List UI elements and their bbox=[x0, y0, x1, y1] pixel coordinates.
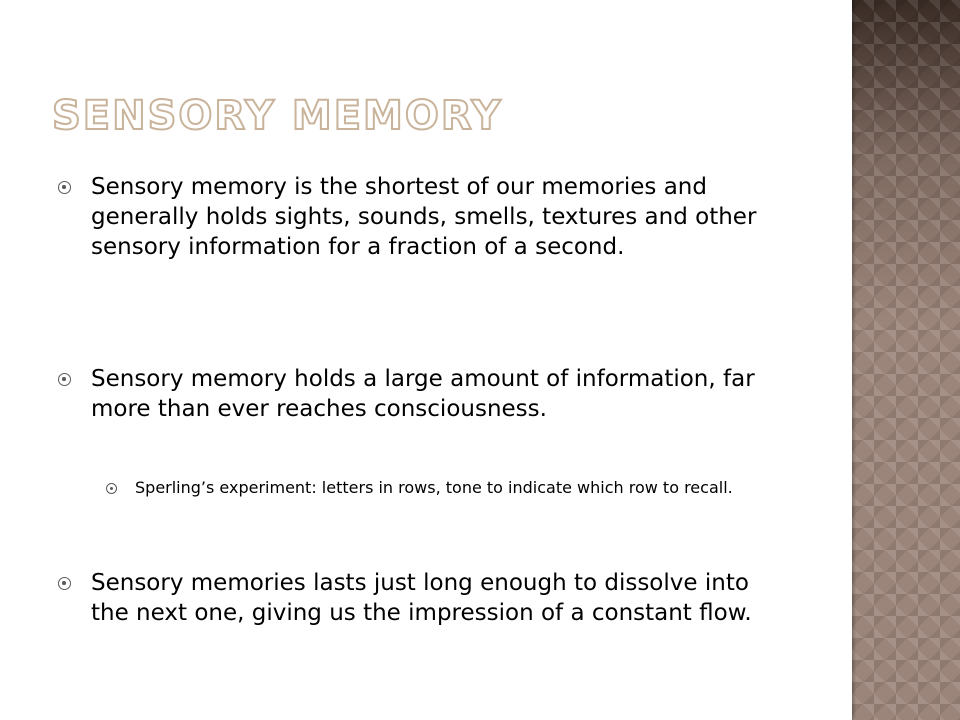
bullet-text: Sensory memory is the shortest of our memories and generally holds sights, sounds, smells, textures and other sensory information for a fraction of a second. bbox=[91, 174, 757, 260]
side-panel-shadow bbox=[852, 0, 856, 720]
bullet-item-3 bbox=[58, 568, 791, 628]
bullet-item-1 bbox=[58, 172, 791, 262]
bullet-marker-icon bbox=[58, 577, 71, 590]
bullet-item-2 bbox=[58, 364, 791, 424]
slide-title: SENSORY MEMORY bbox=[52, 93, 503, 139]
sub-bullet-item bbox=[106, 478, 795, 498]
bullet-text: Sensory memories lasts just long enough to dissolve into the next one, giving us the impression of a constant flow. bbox=[91, 570, 752, 626]
bullet-marker-icon bbox=[58, 373, 71, 386]
sub-bullet-marker-icon bbox=[106, 483, 117, 494]
decorative-side-panel bbox=[852, 0, 960, 720]
bullet-marker-icon bbox=[58, 181, 71, 194]
bullet-text: Sensory memory holds a large amount of information, far more than ever reaches consciousness. bbox=[91, 366, 755, 422]
sub-bullet-text: Sperling’s experiment: letters in rows, tone to indicate which row to recall. bbox=[135, 478, 733, 497]
